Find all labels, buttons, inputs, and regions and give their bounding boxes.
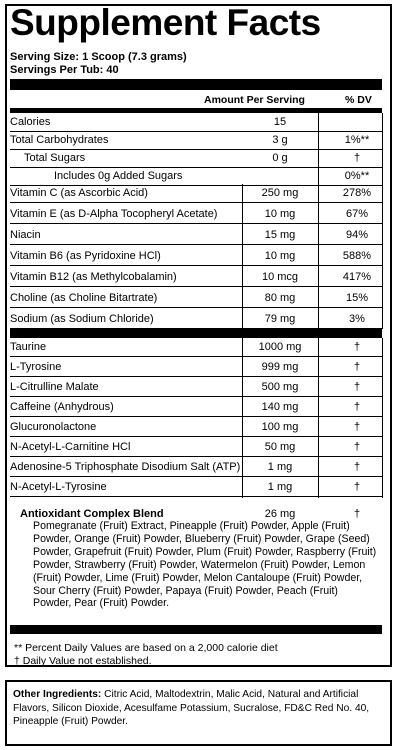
panel-title: Supplement Facts — [10, 2, 321, 43]
nutrient-amount: 250 mg — [261, 187, 299, 199]
nutrient-row — [10, 149, 382, 169]
serving-size — [10, 51, 187, 63]
ingredient-row — [10, 418, 382, 438]
footer-divider — [10, 625, 382, 634]
row-rule — [10, 396, 382, 397]
ingredient-name: Taurine — [10, 341, 47, 353]
nutrient-amount: 15 mg — [264, 229, 296, 241]
row-rule — [10, 202, 382, 203]
ingredient-dv: † — [353, 341, 361, 353]
nutrient-dv: 15% — [345, 292, 369, 304]
row-rule — [10, 223, 382, 224]
nutrient-row — [10, 131, 382, 151]
nutrient-name: Total Sugars — [24, 152, 86, 164]
ingredient-amount: 1000 mg — [258, 341, 302, 353]
nutrient-amount: 0 g — [272, 152, 288, 164]
nutrient-name: Calories — [10, 116, 51, 128]
ingredient-name: N-Acetyl-L-Carnitine HCl — [10, 441, 131, 453]
column-rule — [318, 113, 319, 184]
column-rule — [382, 113, 383, 184]
nutrient-amount: 15 — [273, 116, 287, 128]
ingredient-row — [10, 438, 382, 458]
nutrient-dv: 1%** — [344, 134, 370, 146]
servings-label: Servings Per Tub: — [10, 64, 104, 76]
nutrient-row — [10, 310, 382, 330]
ingredient-name: L-Citrulline Malate — [10, 381, 99, 393]
blend-ingredients: Pomegranate (Fruit) Extract, Pineapple (Fruit) Powder, Apple (Fruit) Powder, Orange (Fruit) Powder, Blueberry (Fruit) Powder, Grape (Seed) Powder, Grapefruit (Fruit) Powder, Plum (Fruit) Powder, Raspberry (Fruit) Powder, Strawberry (Fruit) Powder, Watermelon (Fruit) Powder, Lemon (Fruit) Powder, Lime (Fruit) Powder, Melon Cantaloupe (Fruit) Powder, Sour Cherry (Fruit) Powder, Papaya (Fruit) Powder, Peach (Fruit) Powder, Pear (Fruit) Powder. — [33, 520, 377, 610]
ingredient-amount: 500 mg — [261, 381, 299, 393]
blend-dv: † — [353, 508, 361, 520]
column-rule — [242, 184, 243, 329]
nutrient-name: Total Carbohydrates — [10, 134, 109, 146]
nutrient-row — [10, 113, 382, 133]
ingredient-dv: † — [353, 401, 361, 413]
nutrient-row — [10, 226, 382, 246]
row-rule — [10, 456, 382, 457]
column-rule — [318, 184, 319, 329]
nutrient-dv: 278% — [342, 187, 372, 199]
footnote-dagger: † Daily Value not established. — [14, 655, 152, 667]
ingredient-name: L-Tyrosine — [10, 361, 62, 373]
other-ingredients-label: Other Ingredients: — [13, 689, 102, 700]
row-rule — [10, 356, 382, 357]
nutrient-name: Vitamin B12 (as Methylcobalamin) — [10, 271, 177, 283]
ingredient-amount: 140 mg — [261, 401, 299, 413]
row-rule — [10, 496, 382, 497]
ingredient-name: N-Acetyl-L-Tyrosine — [10, 481, 107, 493]
ingredient-dv: † — [353, 441, 361, 453]
ingredient-amount: 50 mg — [264, 441, 296, 453]
nutrient-dv: † — [353, 152, 361, 164]
ingredient-amount: 1 mg — [267, 481, 293, 493]
column-rule — [318, 338, 319, 498]
nutrient-name: Vitamin E (as D-Alpha Tocopheryl Acetate) — [10, 208, 218, 220]
serving-size-value: 1 Scoop (7.3 grams) — [82, 51, 187, 63]
row-rule — [10, 436, 382, 437]
nutrient-amount: 79 mg — [264, 313, 296, 325]
header-dv: % DV — [345, 94, 372, 106]
row-rule — [10, 286, 382, 287]
ingredient-dv: † — [353, 461, 361, 473]
nutrient-dv: 3% — [349, 313, 365, 325]
servings-value: 40 — [106, 64, 119, 76]
nutrient-row — [10, 205, 382, 225]
ingredient-dv: † — [353, 481, 361, 493]
ingredient-dv: † — [353, 421, 361, 433]
servings-per-container — [10, 64, 119, 76]
ingredient-name: Adenosine-5 Triphosphate Disodium Salt (ATP) — [10, 461, 241, 473]
nutrient-amount: 10 mcg — [261, 271, 299, 283]
ingredient-name: Glucuronolactone — [10, 421, 97, 433]
blend-amount: 26 mg — [264, 508, 296, 520]
row-rule — [10, 307, 382, 308]
row-rule — [10, 476, 382, 477]
ingredient-row — [10, 378, 382, 398]
nutrient-row — [10, 268, 382, 288]
ingredient-row — [10, 458, 382, 478]
nutrient-name: Vitamin C (as Ascorbic Acid) — [10, 187, 148, 199]
column-rule — [382, 338, 383, 498]
thick-divider — [10, 79, 382, 90]
nutrient-dv: 588% — [342, 250, 372, 262]
nutrient-dv: 67% — [345, 208, 369, 220]
column-rule — [242, 338, 243, 498]
row-rule — [10, 416, 382, 417]
nutrient-amount: 3 g — [272, 134, 288, 146]
footnote-dv: ** Percent Daily Values are based on a 2,000 calorie diet — [14, 642, 278, 654]
section-divider — [10, 329, 382, 338]
ingredient-amount: 100 mg — [261, 421, 299, 433]
nutrient-name: Includes 0g Added Sugars — [54, 170, 183, 182]
nutrient-amount: 80 mg — [264, 292, 296, 304]
row-rule — [10, 244, 382, 245]
nutrient-amount: 10 mg — [264, 208, 296, 220]
nutrient-name: Vitamin B6 (as Pyridoxine HCl) — [10, 250, 161, 262]
ingredient-row — [10, 338, 382, 358]
row-rule — [10, 376, 382, 377]
nutrient-dv: 94% — [345, 229, 369, 241]
other-ingredients — [13, 688, 385, 729]
column-rule — [382, 184, 383, 329]
ingredient-amount: 999 mg — [261, 361, 299, 373]
nutrient-dv: 0%** — [344, 170, 370, 182]
nutrient-dv: 417% — [342, 271, 372, 283]
nutrient-row — [10, 184, 382, 204]
ingredient-row — [10, 358, 382, 378]
nutrient-amount: 10 mg — [264, 250, 296, 262]
other-ingredients-text: Citric Acid, Maltodextrin, Malic Acid, Natural and Artificial Flavors, Silicon Dioxide, Acesulfame Potassium, Sucralose, FD&C Red No. 40, Pineapple (Fruit) Powder. — [13, 689, 370, 727]
ingredient-amount: 1 mg — [267, 461, 293, 473]
ingredient-row — [10, 398, 382, 418]
nutrient-name: Sodium (as Sodium Chloride) — [10, 313, 154, 325]
ingredient-dv: † — [353, 381, 361, 393]
blend-name: Antioxidant Complex Blend — [20, 508, 164, 520]
nutrient-name: Niacin — [10, 229, 41, 241]
nutrient-row — [10, 247, 382, 267]
ingredient-row — [10, 478, 382, 498]
row-rule — [10, 265, 382, 266]
nutrient-name: Choline (as Choline Bitartrate) — [10, 292, 158, 304]
serving-size-label: Serving Size: — [10, 51, 80, 63]
ingredient-dv: † — [353, 361, 361, 373]
ingredient-name: Caffeine (Anhydrous) — [10, 401, 114, 413]
nutrient-row — [10, 289, 382, 309]
header-amount: Amount Per Serving — [204, 94, 305, 106]
